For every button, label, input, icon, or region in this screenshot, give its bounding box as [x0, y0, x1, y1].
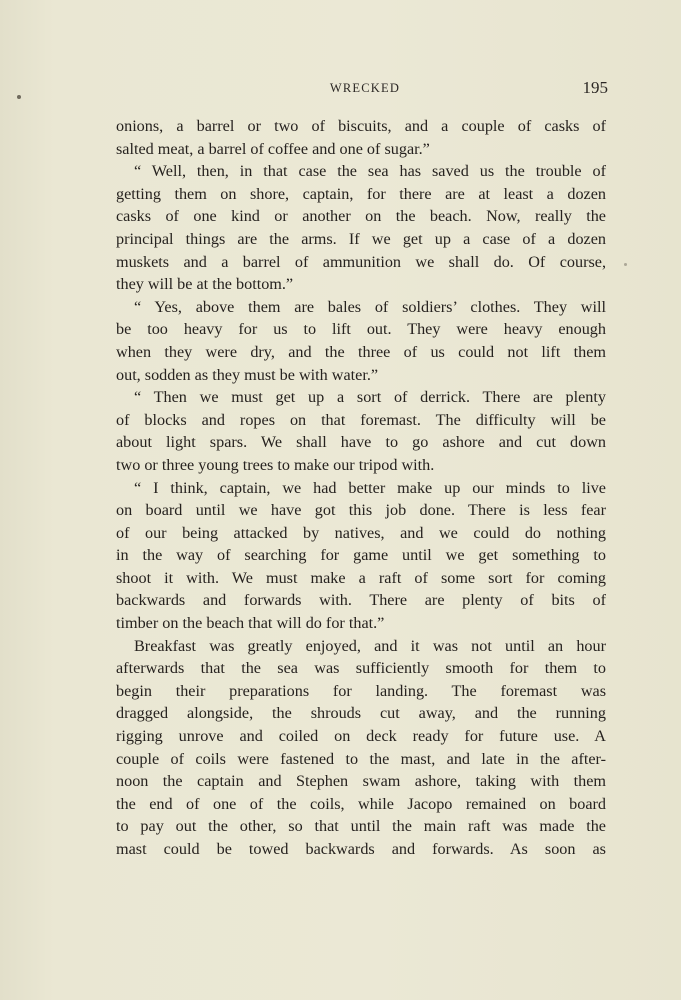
text-line: couple of coils were fastened to the mast, and late in the after- [116, 749, 606, 768]
text-line: out, sodden as they must be with water.” [116, 365, 379, 384]
text-line: of blocks and ropes on that foremast. The difficulty will be [116, 410, 606, 429]
text-line: in the way of searching for game until we get something to [116, 546, 606, 565]
page-number: 195 [582, 78, 608, 97]
paper-speck-right [624, 263, 627, 266]
text-line: shoot it with. We must make a raft of some sort for coming [116, 568, 606, 587]
text-line: of our being attacked by natives, and we could do nothing [116, 523, 606, 542]
text-line: to pay out the other, so that until the main raft was made the [116, 817, 606, 836]
text-line: “ Yes, above them are bales of soldiers’ clothes. They will [134, 297, 606, 316]
text-line: when they were dry, and the three of us could not lift them [116, 342, 606, 361]
text-line: Breakfast was greatly enjoyed, and it was not until an hour [134, 636, 606, 655]
text-line: onions, a barrel or two of biscuits, and a couple of casks of [116, 117, 606, 135]
text-line: “ I think, captain, we had better make up our minds to live [134, 478, 606, 497]
text-line: dragged alongside, the shrouds cut away, and the running [116, 704, 606, 723]
text-line: be too heavy for us to lift out. They were heavy enough [116, 320, 606, 339]
text-line: getting them on shore, captain, for there are at least a dozen [116, 184, 606, 203]
text-line: principal things are the arms. If we get up a case of a dozen [116, 229, 606, 248]
text-line: two or three young trees to make our tripod with. [116, 455, 435, 474]
text-line: “ Well, then, in that case the sea has saved us the trouble of [134, 162, 606, 181]
text-line: salted meat, a barrel of coffee and one of sugar.” [116, 139, 430, 158]
text-line: noon the captain and Stephen swam ashore, taking with them [116, 772, 606, 791]
text-line: the end of one of the coils, while Jacopo remained on board [116, 794, 606, 813]
text-line: afterwards that the sea was sufficiently smooth for them to [116, 659, 606, 678]
text-line: “ Then we must get up a sort of derrick. There are plenty [134, 388, 606, 407]
text-line: mast could be towed backwards and forwards. As soon as [116, 840, 606, 858]
body-text [116, 115, 606, 861]
text-line: casks of one kind or another on the beach. Now, really the [116, 207, 606, 226]
text-line: rigging unrove and coiled on deck ready for future use. A [116, 727, 606, 746]
running-head [0, 78, 681, 98]
text-line: begin their preparations for landing. The foremast was [116, 681, 606, 700]
text-line: they will be at the bottom.” [116, 275, 294, 294]
text-line: on board until we have got this job done. There is less fear [116, 501, 606, 520]
text-line: backwards and forwards with. There are plenty of bits of [116, 591, 606, 610]
text-line: muskets and a barrel of ammunition we shall do. Of course, [116, 252, 606, 271]
text-line: timber on the beach that will do for that.” [116, 614, 385, 633]
text-line: about light spars. We shall have to go ashore and cut down [116, 433, 606, 452]
running-title: WRECKED [329, 81, 401, 95]
